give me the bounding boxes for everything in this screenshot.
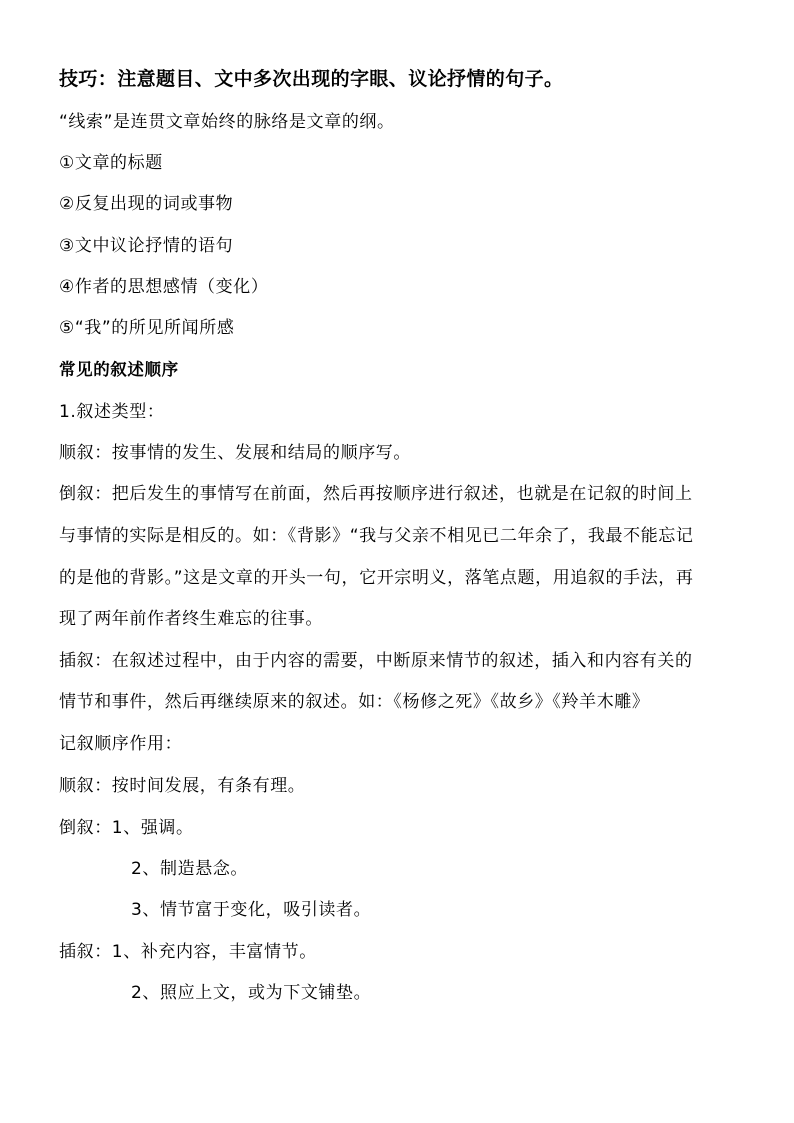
clue-item: ②反复出现的词或事物 bbox=[59, 194, 234, 214]
clue-item: ①文章的标题 bbox=[59, 153, 163, 173]
function-chronological: 顺叙：按时间发展，有条有理。 bbox=[59, 776, 306, 796]
interpolation-line: 情节和事件，然后再继续原来的叙述。如：《杨修之死》《故乡》《羚羊木雕》 bbox=[59, 692, 650, 712]
interpolation-line: 插叙：在叙述过程中，由于内容的需要，中断原来情节的叙述，插入和内容有关的 bbox=[59, 651, 693, 671]
function-flashback-item: 3、情节富于变化，吸引读者。 bbox=[131, 900, 372, 920]
clue-item: ③文中议论抒情的语句 bbox=[59, 236, 234, 256]
function-flashback-item: 2、制造悬念。 bbox=[131, 859, 249, 879]
chronological-paragraph: 顺叙：按事情的发生、发展和结局的顺序写。 bbox=[59, 443, 411, 463]
function-label: 记叙顺序作用： bbox=[59, 734, 183, 754]
clue-intro: “线索”是连贯文章始终的脉络是文章的纲。 bbox=[59, 112, 395, 132]
clue-item: ④作者的思想感情（变化） bbox=[59, 277, 269, 297]
flashback-line: 的是他的背影。”这是文章的开头一句，它开宗明义，落笔点题，用追叙的手法，再 bbox=[59, 568, 694, 588]
flashback-line: 现了两年前作者终生难忘的往事。 bbox=[59, 609, 323, 629]
flashback-line: 与事情的实际是相反的。如：《背影》“我与父亲不相见已二年余了，我最不能忘记 bbox=[59, 526, 694, 546]
flashback-line: 倒叙：把后发生的事情写在前面，然后再按顺序进行叙述，也就是在记叙的时间上 bbox=[59, 484, 693, 504]
page-title: 技巧：注意题目、文中多次出现的字眼、议论抒情的句子。 bbox=[59, 68, 564, 90]
types-label: 1.叙述类型： bbox=[59, 402, 165, 422]
function-interpolation-item: 插叙：1、补充内容，丰富情节。 bbox=[59, 942, 317, 962]
function-flashback-item: 倒叙：1、强调。 bbox=[59, 818, 194, 838]
clue-item: ⑤“我”的所见所闻所感 bbox=[59, 318, 235, 338]
function-interpolation-item: 2、照应上文，或为下文铺垫。 bbox=[131, 983, 372, 1003]
section-heading: 常见的叙述顺序 bbox=[59, 360, 179, 379]
